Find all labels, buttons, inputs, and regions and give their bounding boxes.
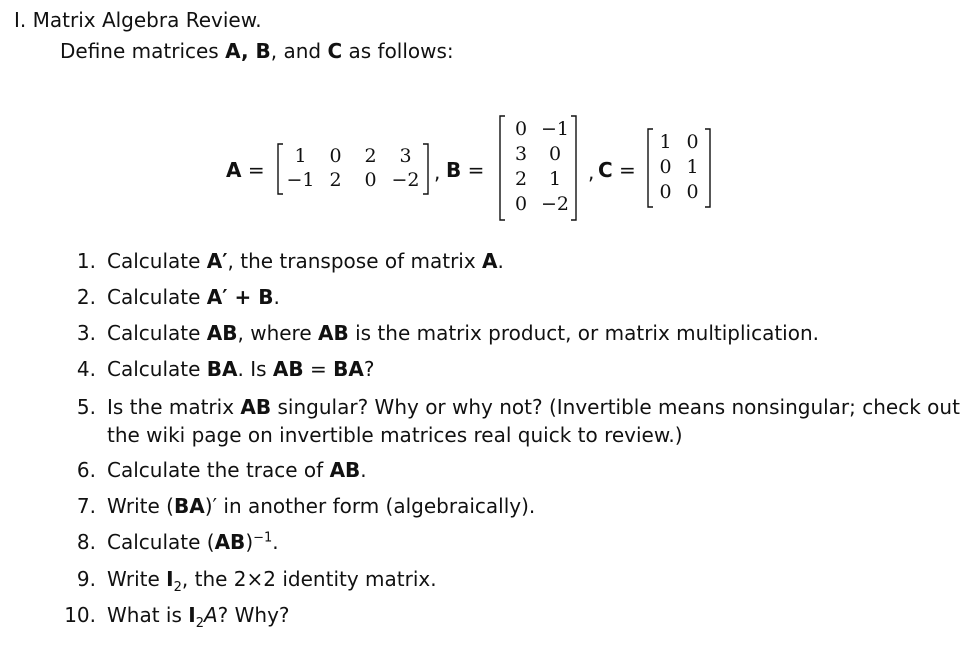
matrix-a-cell: 1 — [294, 145, 307, 167]
intro-comma: , — [240, 39, 256, 63]
matrix-a-cell: 2 — [329, 169, 342, 191]
question-number: 6. — [76, 458, 96, 482]
question-number: 8. — [76, 530, 96, 554]
matrix-c-label: C = — [598, 158, 636, 182]
matrix-a-cell: −2 — [391, 169, 420, 191]
question-number: 2. — [76, 285, 96, 309]
question-text-continued: the wiki page on invertible matrices real quick to review.) — [107, 423, 683, 447]
separator-b: , — [588, 160, 595, 184]
matrix-a-cell: 3 — [399, 145, 412, 167]
intro-matrix-b: B — [255, 39, 271, 63]
question-number: 7. — [76, 494, 96, 518]
matrix-b-label: B = — [446, 158, 485, 182]
matrix-b — [498, 115, 578, 221]
matrix-a-cell: 0 — [364, 169, 377, 191]
intro-suffix: as follows: — [342, 39, 454, 63]
question-text: Calculate AB, where AB is the matrix product, or matrix multiplication. — [107, 321, 820, 345]
question-text: Calculate BA. Is AB = BA? — [107, 357, 375, 381]
matrix-b-cell: 0 — [514, 193, 528, 215]
matrix-b-cell: 3 — [514, 143, 528, 165]
question-number: 5. — [76, 395, 96, 419]
right-bracket — [423, 144, 428, 194]
question-number: 9. — [76, 567, 96, 591]
intro-sentence — [60, 39, 454, 63]
question-number: 1. — [76, 249, 96, 273]
separator-a: , — [434, 160, 441, 184]
intro-matrix-a: A — [225, 39, 241, 63]
intro-matrix-c: C — [327, 39, 343, 63]
matrix-b-cell: −1 — [540, 118, 569, 140]
section-title: I. Matrix Algebra Review. — [14, 8, 262, 32]
question-text: Is the matrix AB singular? Why or why not? (Invertible means nonsingular; check out — [107, 395, 960, 419]
matrix-c-cell: 1 — [686, 155, 699, 178]
matrix-c-cell: 0 — [659, 180, 672, 203]
matrix-c-cell: 1 — [659, 130, 672, 153]
matrix-c-cell: 0 — [686, 180, 699, 203]
question-text: What is $I_2A$? Why? — [107, 603, 290, 631]
question-number: 4. — [76, 357, 96, 381]
intro-and: , and — [270, 39, 328, 63]
question-text: Write (BA)′ in another form (algebraically). — [107, 494, 536, 518]
question-text: Calculate the trace of AB. — [107, 458, 367, 482]
matrix-a-cell: 2 — [364, 145, 377, 167]
matrix-b-cell: 2 — [514, 168, 528, 190]
matrix-a-label: A = — [226, 158, 265, 182]
matrix-a-cell: −1 — [286, 169, 315, 191]
matrix-c-cell: 0 — [659, 155, 672, 178]
question-text: Calculate (AB)$^{-1}$. — [107, 530, 279, 554]
matrix-c — [646, 128, 712, 208]
matrix-b-cell: −2 — [540, 193, 569, 215]
matrix-a-cell: 0 — [329, 145, 342, 167]
matrix-b-cell: 0 — [514, 118, 528, 140]
question-text: Calculate A′, the transpose of matrix A. — [107, 249, 504, 273]
question-text: Write $I_2$, the 2×2 identity matrix. — [107, 567, 437, 595]
matrix-b-cell: 1 — [548, 168, 562, 190]
intro-prefix: Define matrices — [60, 39, 226, 63]
matrix-c-cell: 0 — [686, 130, 699, 153]
matrix-b-cell: 0 — [548, 143, 562, 165]
question-text: Calculate A′ + B. — [107, 285, 280, 309]
question-number: 3. — [76, 321, 96, 345]
matrix-a — [276, 143, 430, 195]
question-number: 10. — [64, 603, 96, 627]
